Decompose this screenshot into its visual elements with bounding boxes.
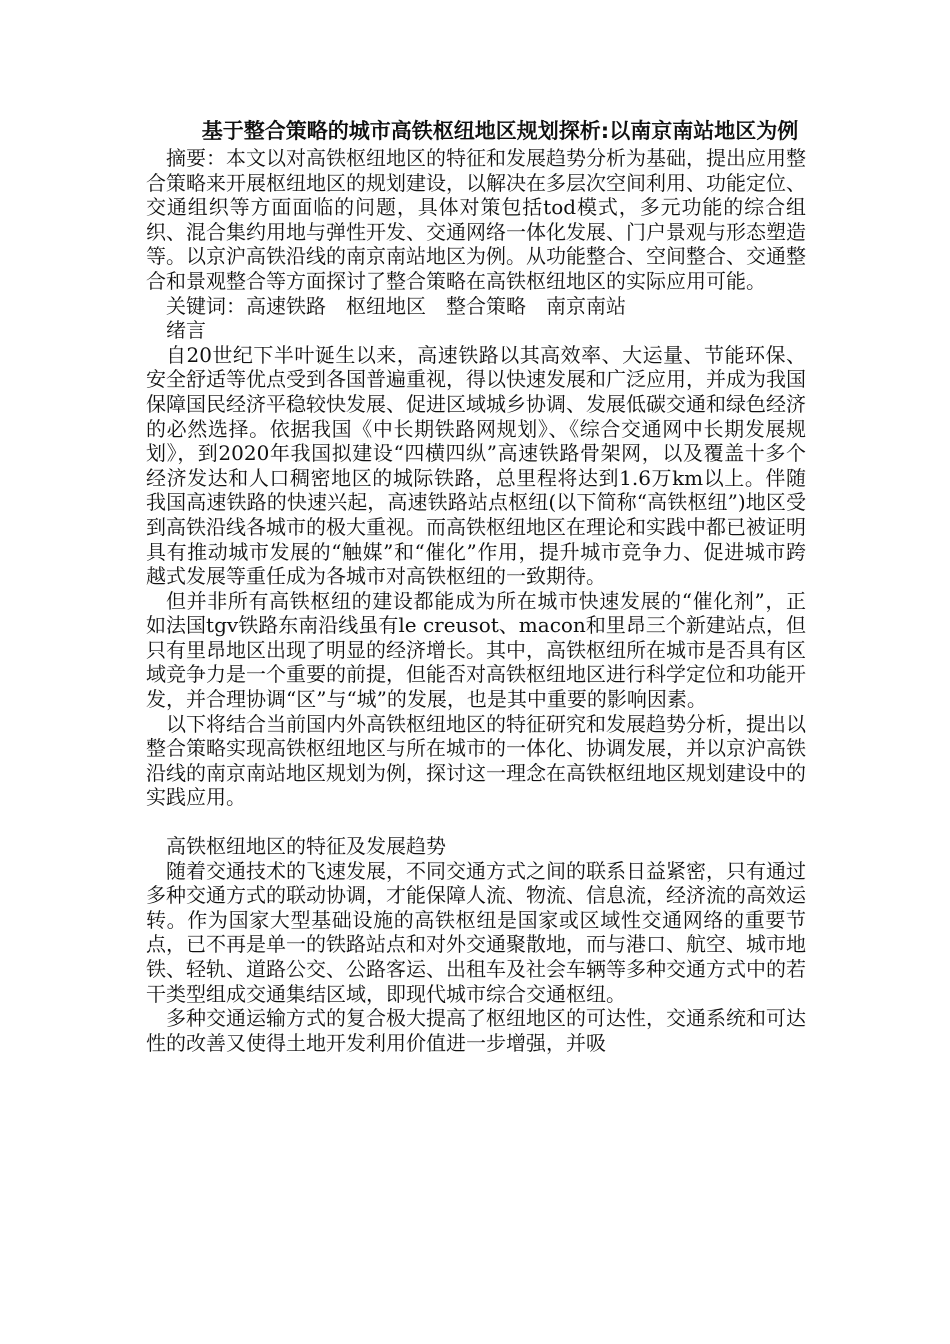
document-title: 基于整合策略的城市高铁枢纽地区规划探析:以南京南站地区为例	[201, 119, 799, 143]
intro-paragraph-3: 以下将结合当前国内外高铁枢纽地区的特征研究和发展趋势分析，提出以整合策略实现高铁枢纽地区与所在城市的一体化、协调发展，并以京沪高铁沿线的南京南站地区规划为例，探讨这一理念在高铁枢纽地区规划建设中的实践应用。	[146, 711, 806, 810]
section-1-heading: 高铁枢纽地区的特征及发展趋势	[166, 834, 446, 859]
section-spacer	[146, 810, 806, 834]
intro-paragraph-2: 但并非所有高铁枢纽的建设都能成为所在城市快速发展的“催化剂”，正如法国tgv铁路东南沿线虽有le creusot、macon和里昂三个新建站点，但只有里昂地区出现了明显的经济增长。其中，高铁枢纽所在城市是否具有区域竞争力是一个重要的前提，但能否对高铁枢纽地区进行科学定位和功能开发，并合理协调“区”与“城”的发展，也是其中重要的影响因素。	[146, 588, 806, 712]
abstract-paragraph: 摘要：本文以对高铁枢纽地区的特征和发展趋势分析为基础，提出应用整合策略来开展枢纽地区的规划建设，以解决在多层次空间利用、功能定位、交通组织等方面面临的问题，具体对策包括tod模式，多元功能的综合组织、混合集约用地与弹性开发、交通网络一体化发展、门户景观与形态塑造等。以京沪高铁沿线的南京南站地区为例。从功能整合、空间整合、交通整合和景观整合等方面探讨了整合策略在高铁枢纽地区的实际应用可能。	[146, 146, 806, 293]
section-1-paragraph-2: 多种交通运输方式的复合极大提高了枢纽地区的可达性，交通系统和可达性的改善又使得土地开发利用价值进一步增强，并吸	[146, 1006, 806, 1055]
keywords-line: 关键词：高速铁路 枢纽地区 整合策略 南京南站	[166, 293, 626, 318]
intro-heading: 绪言	[166, 318, 206, 343]
section-1-paragraph-1: 随着交通技术的飞速发展，不同交通方式之间的联系日益紧密，只有通过多种交通方式的联动协调，才能保障人流、物流、信息流，经济流的高效运转。作为国家大型基础设施的高铁枢纽是国家或区域性交通网络的重要节点，已不再是单一的铁路站点和对外交通聚散地，而与港口、航空、城市地铁、轻轨、道路公交、公路客运、出租车及社会车辆等多种交通方式中的若干类型组成交通集结区域，即现代城市综合交通枢纽。	[146, 858, 806, 1006]
document-page	[146, 118, 806, 1055]
intro-paragraph-1: 自20世纪下半叶诞生以来，高速铁路以其高效率、大运量、节能环保、安全舒适等优点受到各国普遍重视，得以快速发展和广泛应用，并成为我国保障国民经济平稳较快发展、促进区域城乡协调、发展低碳交通和绿色经济的必然选择。依据我国《中长期铁路网规划》、《综合交通网中长期发展规划》，到2020年我国拟建设“四横四纵”高速铁路骨架网，以及覆盖十多个经济发达和人口稠密地区的城际铁路，总里程将达到1.6万km以上。伴随我国高速铁路的快速兴起，高速铁路站点枢纽(以下简称“高铁枢纽”)地区受到高铁沿线各城市的极大重视。而高铁枢纽地区在理论和实践中都已被证明具有推动城市发展的“触媒”和“催化”作用，提升城市竞争力、促进城市跨越式发展等重任成为各城市对高铁枢纽的一致期待。	[146, 342, 806, 589]
